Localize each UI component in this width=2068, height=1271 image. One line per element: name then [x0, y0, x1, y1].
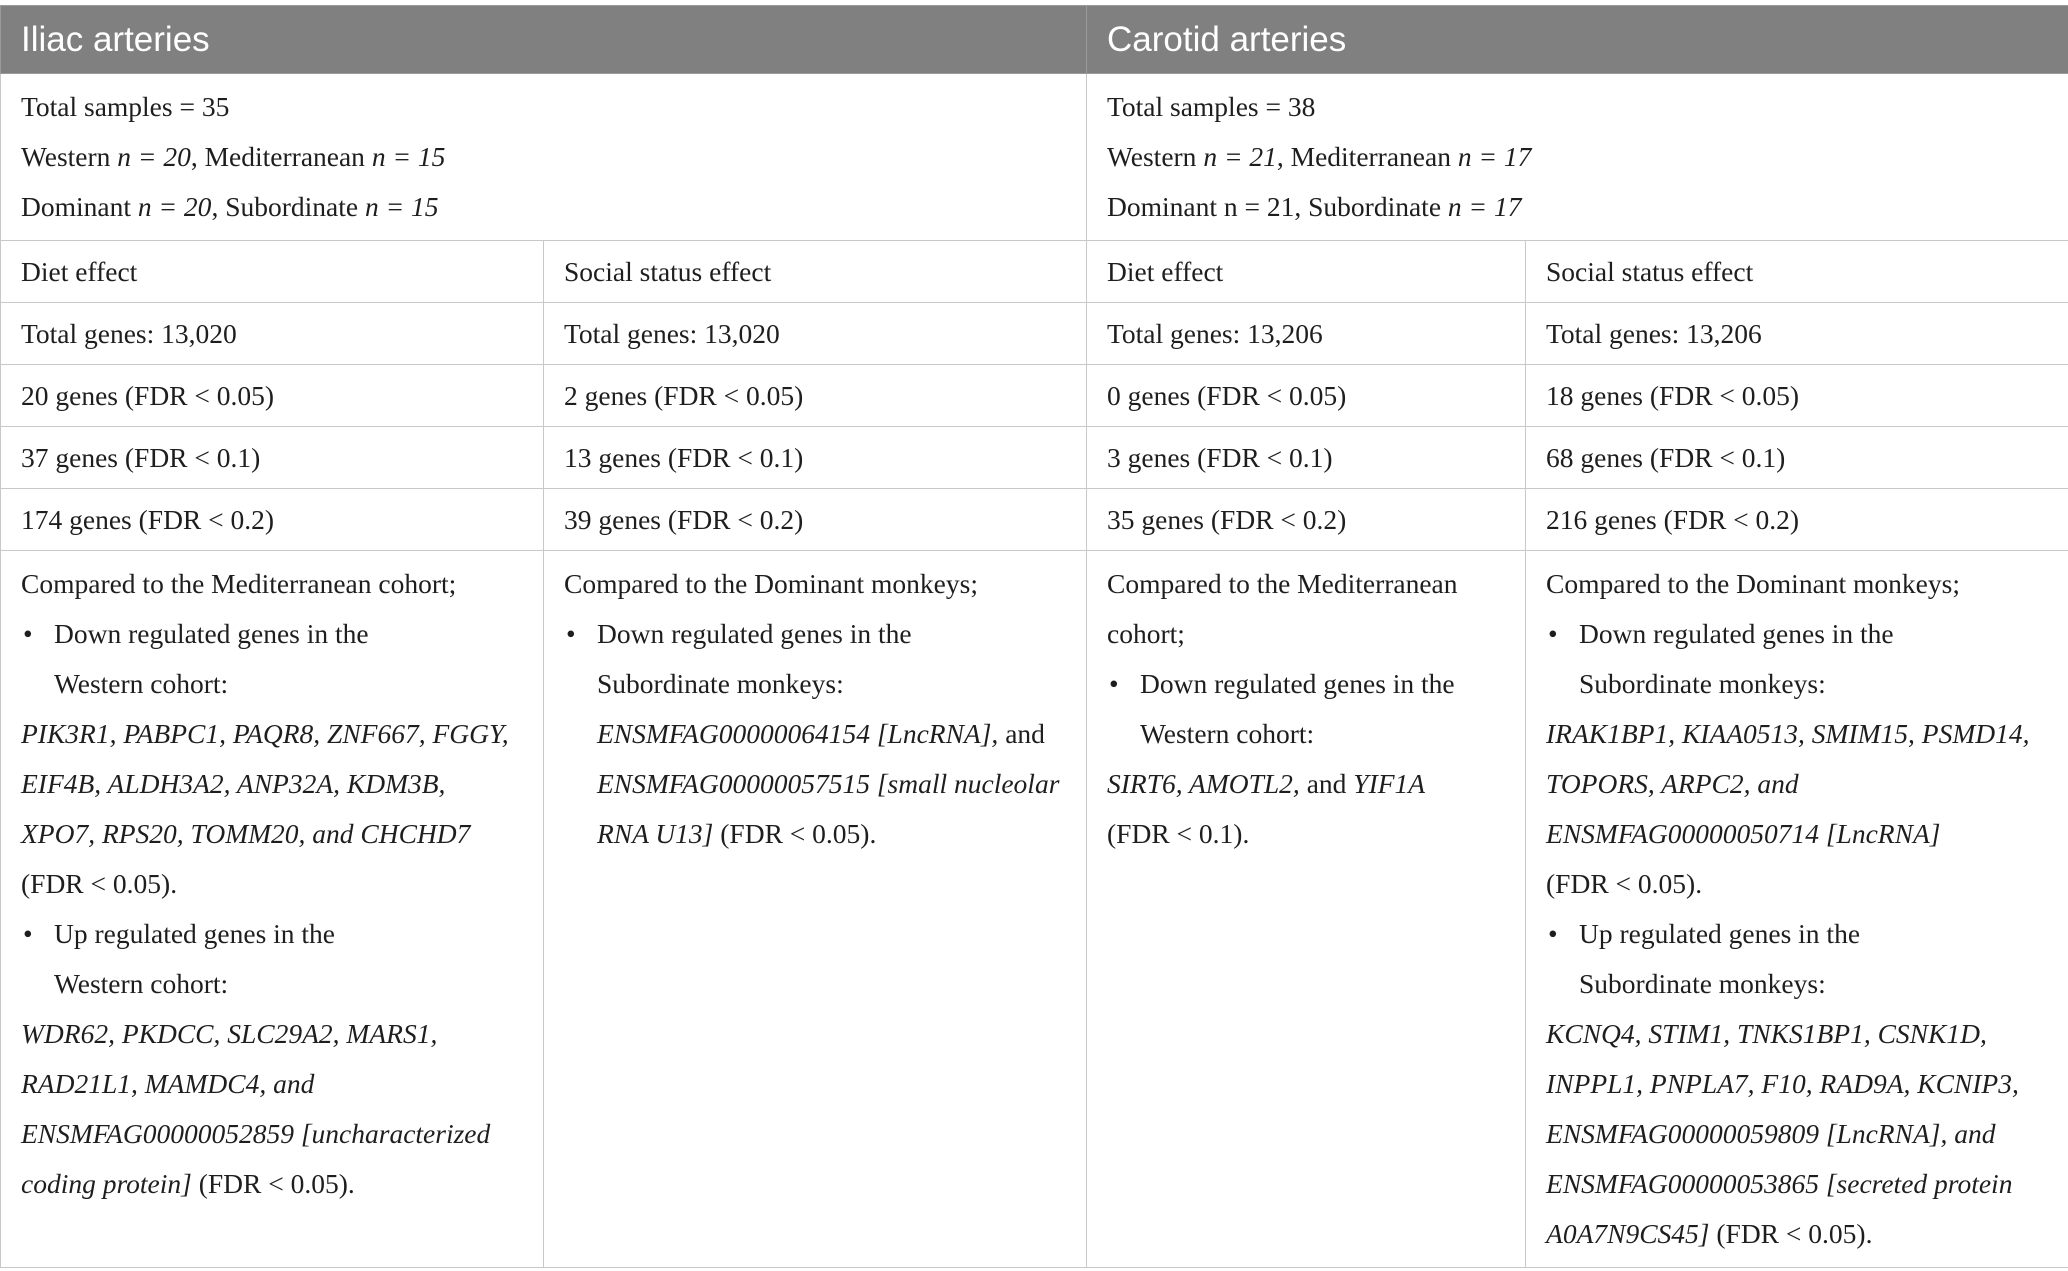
carotid-summary-cell [1087, 74, 2068, 241]
fdr-note: (FDR < 0.05). [21, 868, 178, 899]
fdr-02-row [1, 489, 2068, 551]
bullet-item: • Down regulated genes in the Western cohort: [1107, 659, 1505, 759]
table-cell: Diet effect [1087, 241, 1526, 303]
table-cell: 37 genes (FDR < 0.1) [1, 427, 544, 489]
table-cell: Diet effect [1, 241, 544, 303]
carotid-diet-details [1087, 551, 1526, 1268]
details-intro: Compared to the Dominant monkeys; [1546, 568, 1960, 599]
table-cell: 3 genes (FDR < 0.1) [1087, 427, 1526, 489]
carotid-total-samples: Total samples = 38 [1107, 91, 1316, 122]
carotid-status-groups: Dominant n = 21, Subordinate n = 17 [1107, 191, 1522, 222]
table-cell: 18 genes (FDR < 0.05) [1526, 365, 2068, 427]
fdr-01-row [1, 427, 2068, 489]
gene-list: IRAK1BP1, KIAA0513, SMIM15, PSMD14, TOPORS, ARPC2, and ENSMFAG00000050714 [LncRNA] [1546, 718, 2030, 849]
iliac-diet-groups: Western n = 20, Mediterranean n = 15 [21, 141, 446, 172]
carotid-status-details [1526, 551, 2068, 1268]
bullet-icon: • [566, 618, 576, 649]
gene-list: SIRT6, AMOTL2, and YIF1A [1107, 768, 1426, 799]
bullet-item: • Down regulated genes in the Subordinate monkeys: ENSMFAG00000064154 [LncRNA], and ENSMFAG00000057515 [small nucleolar RNA U13] (FDR < 0.05). [564, 609, 1066, 859]
carotid-diet-groups: Western n = 21, Mediterranean n = 17 [1107, 141, 1532, 172]
bullet-icon: • [1548, 918, 1558, 949]
bullet-icon: • [23, 918, 33, 949]
details-intro: Compared to the Mediterranean cohort; [1107, 568, 1458, 649]
table-cell: 35 genes (FDR < 0.2) [1087, 489, 1526, 551]
bullet-icon: • [1548, 618, 1558, 649]
bullet-item: • Up regulated genes in the Subordinate monkeys: [1546, 909, 2048, 1009]
table-cell: Social status effect [1526, 241, 2068, 303]
effect-row [1, 241, 2068, 303]
fdr-005-row [1, 365, 2068, 427]
iliac-diet-details [1, 551, 544, 1268]
table-cell: Social status effect [544, 241, 1087, 303]
table-cell: 39 genes (FDR < 0.2) [544, 489, 1087, 551]
table-cell: 68 genes (FDR < 0.1) [1526, 427, 2068, 489]
table-cell: Total genes: 13,020 [544, 303, 1087, 365]
header-iliac: Iliac arteries [1, 6, 1087, 74]
table-cell: Total genes: 13,206 [1526, 303, 2068, 365]
bullet-item: • Up regulated genes in the Western cohort: [21, 909, 523, 1009]
header-carotid: Carotid arteries [1087, 6, 2068, 74]
gene-list: WDR62, PKDCC, SLC29A2, MARS1, RAD21L1, MAMDC4, and ENSMFAG00000052859 [uncharacterized coding protein] (FDR < 0.05). [21, 1018, 491, 1199]
table-cell: 13 genes (FDR < 0.1) [544, 427, 1087, 489]
gene-list: KCNQ4, STIM1, TNKS1BP1, CSNK1D, INPPL1, PNPLA7, F10, RAD9A, KCNIP3, ENSMFAG00000059809 [LncRNA], and ENSMFAG00000053865 [secreted protein A0A7N9CS45] (FDR < 0.05). [1546, 1018, 2019, 1249]
iliac-status-details [544, 551, 1087, 1268]
sample-summary-row [1, 74, 2068, 241]
details-row [1, 551, 2068, 1268]
header-row [1, 6, 2068, 74]
table-cell: 2 genes (FDR < 0.05) [544, 365, 1087, 427]
bullet-icon: • [23, 618, 33, 649]
table-cell: 216 genes (FDR < 0.2) [1526, 489, 2068, 551]
total-genes-row [1, 303, 2068, 365]
iliac-summary-cell [1, 74, 1087, 241]
table-cell: 20 genes (FDR < 0.05) [1, 365, 544, 427]
table-cell: Total genes: 13,020 [1, 303, 544, 365]
iliac-status-groups: Dominant n = 20, Subordinate n = 15 [21, 191, 439, 222]
results-table [0, 5, 2068, 1268]
bullet-item: • Down regulated genes in the Western cohort: [21, 609, 523, 709]
fdr-note: (FDR < 0.05). [1546, 868, 1703, 899]
bullet-icon: • [1109, 668, 1119, 699]
table-cell: 0 genes (FDR < 0.05) [1087, 365, 1526, 427]
table-cell: Total genes: 13,206 [1087, 303, 1526, 365]
table-cell: 174 genes (FDR < 0.2) [1, 489, 544, 551]
gene-list: PIK3R1, PABPC1, PAQR8, ZNF667, FGGY, EIF4B, ALDH3A2, ANP32A, KDM3B, XPO7, RPS20, TOMM20, and CHCHD7 [21, 718, 509, 849]
details-intro: Compared to the Dominant monkeys; [564, 568, 978, 599]
bullet-item: • Down regulated genes in the Subordinate monkeys: [1546, 609, 2048, 709]
fdr-note: (FDR < 0.1). [1107, 818, 1250, 849]
iliac-total-samples: Total samples = 35 [21, 91, 230, 122]
details-intro: Compared to the Mediterranean cohort; [21, 568, 457, 599]
